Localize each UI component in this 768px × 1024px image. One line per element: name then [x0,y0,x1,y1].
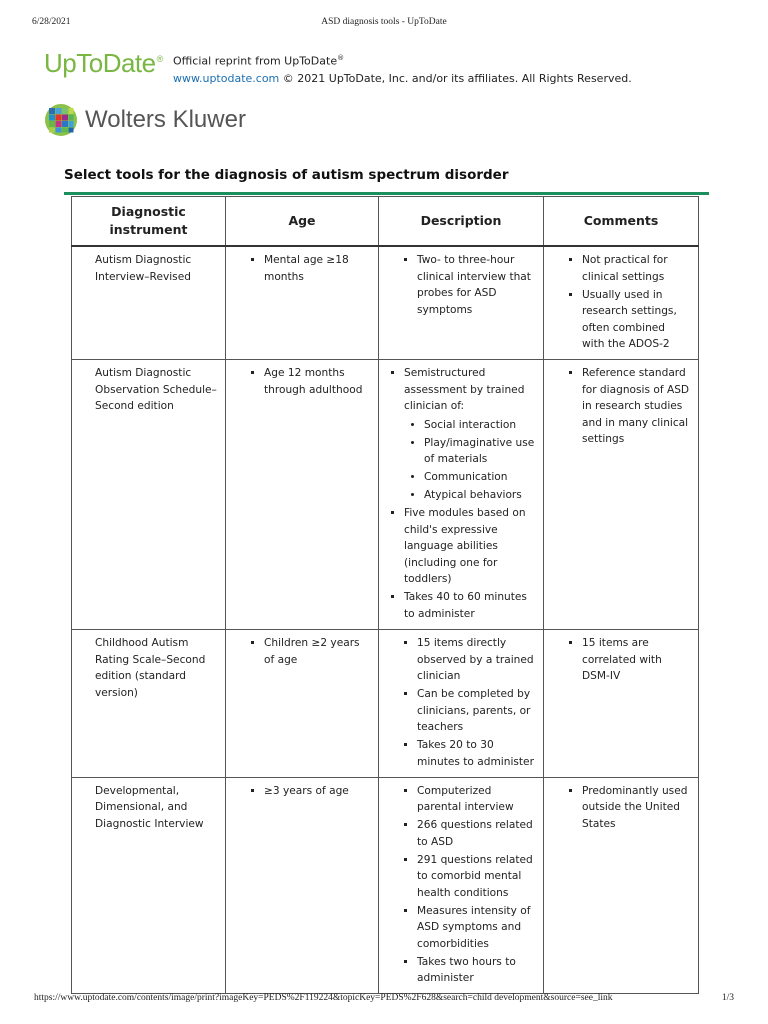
sub-list-item: • Play/imaginative use of materials [424,435,535,468]
wolters-kluwer-logo-icon [44,103,78,137]
table-row [72,630,699,778]
table-header-row [72,197,699,247]
list-item: ▪ Age 12 months through adulthood [264,365,370,398]
list-item: ▪ Reference standard for diagnosis of ASD in research studies and in many clinical settings [582,365,690,448]
list-item: ▪ ≥3 years of age [264,783,370,800]
list-item: ▪ Mental age ≥18 months [264,252,370,285]
list-item: ▪ Children ≥2 years of age [264,635,370,668]
description-cell [379,777,544,994]
column-header-instrument: Diagnostic instrument [72,197,226,247]
print-url: https://www.uptodate.com/contents/image/print?imageKey=PEDS%2F119224&topicKey=PEDS%2F628&search=child development&source=see_link [34,993,613,1003]
instrument-cell: Autism Diagnostic Observation Schedule–Second edition [72,360,226,630]
uptodate-logo: UpToDate® [44,48,163,78]
print-date: 6/28/2021 [32,17,71,27]
list-item: ▪ Predominantly used outside the United States [582,783,690,833]
instrument-cell: Autism Diagnostic Interview–Revised [72,246,226,360]
print-page-title: ASD diagnosis tools - UpToDate [321,17,447,27]
list-item: ▪ Five modules based on child's expressive language abilities (including one for toddlers) [404,505,535,588]
age-cell [226,630,379,778]
reprint-line: Official reprint from UpToDate [173,54,338,68]
list-item: ▪ Takes 20 to 30 minutes to administer [417,737,535,770]
table-row [72,246,699,360]
document-title: Select tools for the diagnosis of autism spectrum disorder [64,167,509,183]
table-row [72,777,699,994]
table-row [72,360,699,630]
list-item: ▪ Computerized parental interview [417,783,535,816]
comments-cell [544,777,699,994]
list-item: ▪ Usually used in research settings, often combined with the ADOS-2 [582,287,690,353]
description-cell [379,360,544,630]
uptodate-site-link[interactable]: www.uptodate.com [173,71,280,85]
sub-list-item: • Communication [424,469,535,486]
comments-cell [544,630,699,778]
list-item: ▪ Measures intensity of ASD symptoms and comorbidities [417,903,535,953]
age-cell [226,360,379,630]
list-item: ▪ Two- to three-hour clinical interview that probes for ASD symptoms [417,252,535,318]
list-item: ▪ Takes two hours to administer [417,954,535,987]
publisher-name: Wolters Kluwer [85,106,246,133]
list-item: ▪ 291 questions related to comorbid mental health conditions [417,852,535,902]
list-item: ▪ Not practical for clinical settings [582,252,690,285]
column-header-comments: Comments [544,197,699,247]
list-item: ▪ Semistructured assessment by trained clinician of: • Social interaction • Play/imaginative use of materials • Communication • Atypical behaviors [404,365,535,504]
title-rule [64,192,709,195]
column-header-description: Description [379,197,544,247]
comments-cell [544,360,699,630]
reprint-notice: Official reprint from UpToDate® www.uptodate.com © 2021 UpToDate, Inc. and/or its affiliates. All Rights Reserved. [173,54,632,85]
description-cell [379,246,544,360]
column-header-age: Age [226,197,379,247]
diagnostic-tools-table [71,196,699,994]
sub-list-item: • Atypical behaviors [424,487,535,504]
list-item: ▪ 15 items are correlated with DSM-IV [582,635,690,685]
list-item: ▪ 266 questions related to ASD [417,817,535,850]
list-item: ▪ Can be completed by clinicians, parents, or teachers [417,686,535,736]
copyright-text: © 2021 UpToDate, Inc. and/or its affiliates. All Rights Reserved. [279,71,632,85]
comments-cell [544,246,699,360]
instrument-cell: Childhood Autism Rating Scale–Second edition (standard version) [72,630,226,778]
age-cell [226,246,379,360]
sub-list-item: • Social interaction [424,417,535,434]
age-cell [226,777,379,994]
description-cell [379,630,544,778]
instrument-cell: Developmental, Dimensional, and Diagnostic Interview [72,777,226,994]
print-page-number: 1/3 [721,993,734,1003]
list-item: ▪ 15 items directly observed by a trained clinician [417,635,535,685]
list-item: ▪ Takes 40 to 60 minutes to administer [404,589,535,622]
